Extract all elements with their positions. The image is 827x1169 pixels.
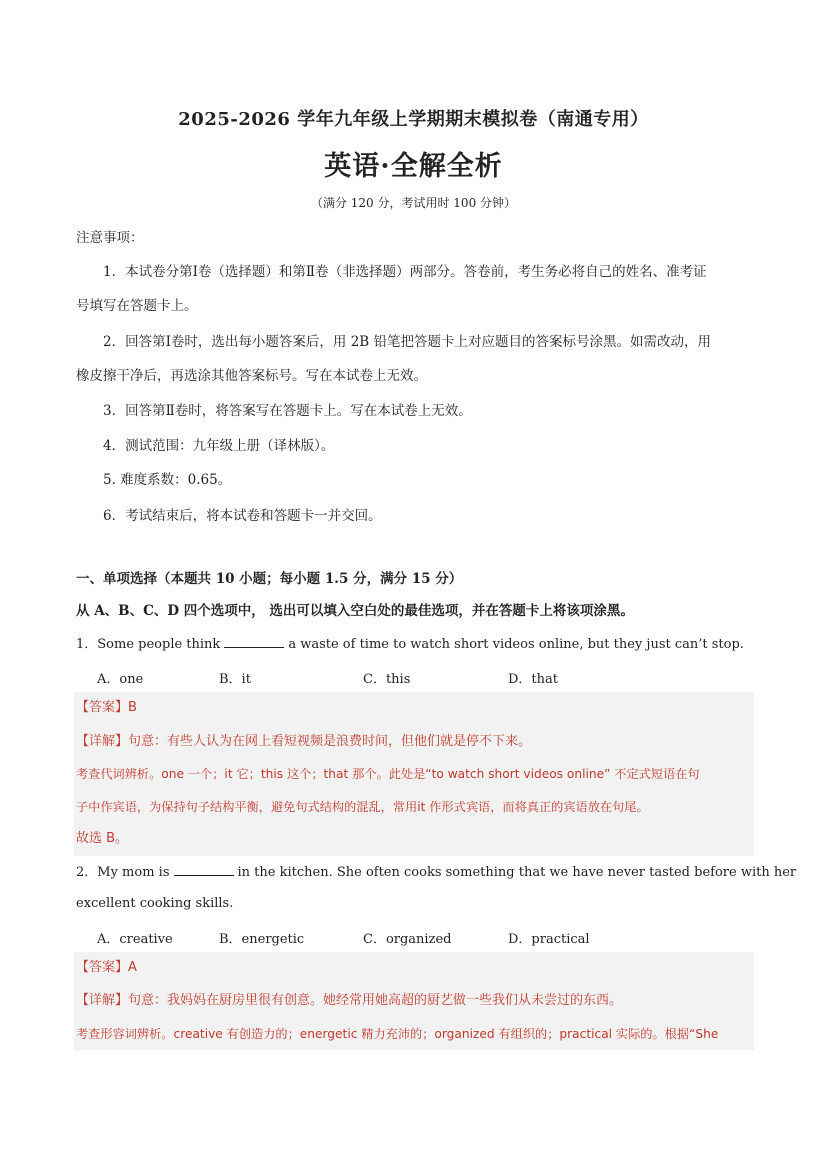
q1-explanation-1: 考查代词辨析。one 一个；it 它；this 这个；that 那个。此处是“to watch short videos online” 不定式短语在句 [76,767,700,781]
q2-stem-end: in the kitchen. She often cooks something that we have never tasted before with her [237,865,797,880]
note-3: 3．回答第Ⅱ卷时，将答案写在答题卡上。写在本试卷上无效。 [103,403,472,419]
q1-stem-start: 1．Some people think [76,637,221,652]
q1-stem-end: a waste of time to watch short videos online, but they just can’t stop. [288,637,744,652]
note-1a: 1．本试卷分第Ⅰ卷（选择题）和第Ⅱ卷（非选择题）两部分。答卷前，考生务必将自己的姓名、准考证 [103,264,707,280]
q2-stem-cont: excellent cooking skills. [76,896,234,911]
q1-answer: 【答案】B [76,700,137,715]
note-1b: 号填写在答题卡上。 [76,298,198,314]
q2-blank [174,863,234,876]
q1-explanation-2: 子中作宾语，为保持句子结构平衡，避免句式结构的混乱，常用it 作形式宾语，而将真正的宾语放在句尾。 [76,800,649,814]
q2-option-c: C．organized [363,932,452,947]
q1-explanation-3: 故选 B。 [76,831,129,846]
exam-title: 2025-2026 学年九年级上学期期末模拟卷（南通专用） [178,109,649,130]
section-heading: 一、单项选择（本题共 10 小题；每小题 1.5 分，满分 15 分） [76,571,463,587]
exam-subtitle: （满分 120 分，考试用时 100 分钟） [310,196,517,210]
note-2b: 橡皮擦干净后，再选涂其他答案标号。写在本试卷上无效。 [76,368,427,384]
note-5: 5. 难度系数：0.65。 [103,472,232,488]
main-title: 英语·全解全析 [324,151,503,182]
q2-option-b: B．energetic [219,932,305,947]
section-instruction: 从 A、B、C、D 四个选项中， 选出可以填入空白处的最佳选项，并在答题卡上将该项涂黑。 [76,603,634,619]
q2-option-a: A．creative [97,932,173,947]
note-6: 6．考试结束后，将本试卷和答题卡一并交回。 [103,508,382,524]
q2-detail: 【详解】句意：我妈妈在厨房里很有创意。她经常用她高超的厨艺做一些我们从未尝过的东西。 [76,993,623,1008]
q2-stem [76,863,797,882]
note-2a: 2．回答第Ⅰ卷时，选出每小题答案后，用 2B 铅笔把答题卡上对应题目的答案标号涂黑。如需改动，用 [103,334,712,350]
q1-option-b: B．it [219,672,251,687]
q2-explanation-1: 考查形容词辨析。creative 有创造力的；energetic 精力充沛的；organized 有组织的；practical 实际的。根据“She [76,1027,719,1041]
q1-option-a: A．one [97,672,144,687]
q1-blank [224,635,284,648]
notes-heading: 注意事项： [76,230,144,246]
q2-answer: 【答案】A [76,960,137,975]
q2-stem-start: 2．My mom is [76,865,170,880]
q1-detail: 【详解】句意：有些人认为在网上看短视频是浪费时间，但他们就是停不下来。 [76,734,532,749]
note-4: 4．测试范围：九年级上册（译林版）。 [103,438,335,454]
q1-option-c: C．this [363,672,411,687]
q1-option-d: D．that [508,672,558,687]
q2-option-d: D．practical [508,932,590,947]
q1-stem [76,635,756,654]
